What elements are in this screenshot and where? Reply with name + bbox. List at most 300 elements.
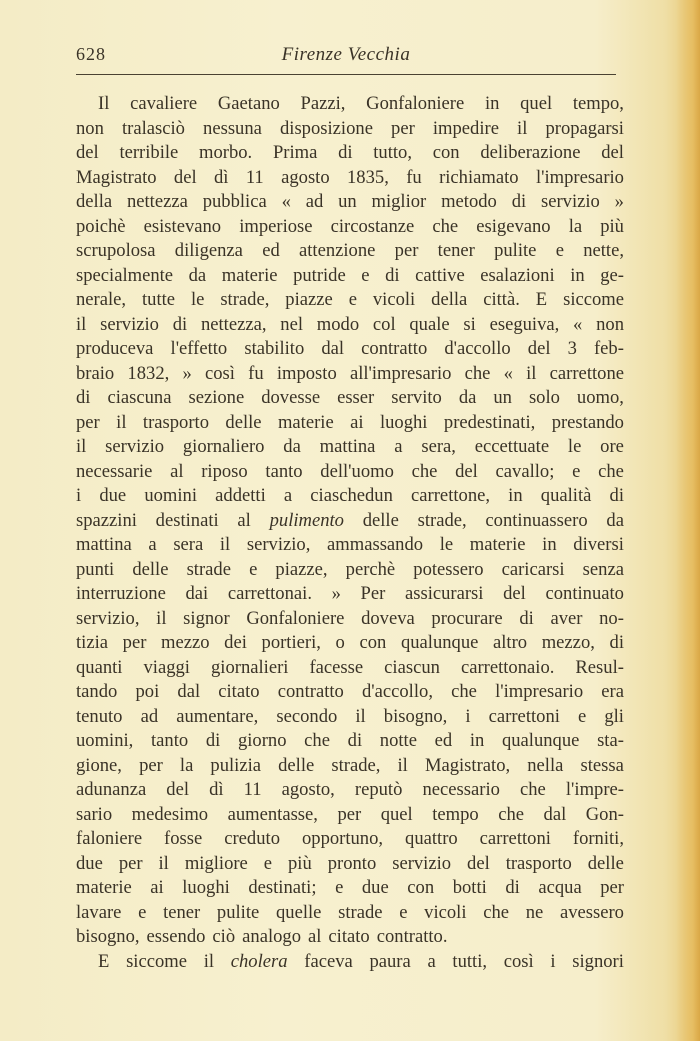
word: deliberazione [480,142,581,163]
word: che [411,460,438,482]
word: due [76,852,103,874]
word: facesse [309,656,364,678]
word: poichè [76,215,126,237]
word: predestinati, [443,411,536,433]
word: dal [543,803,567,825]
word: esser [337,387,375,408]
word: in [484,93,500,114]
word: città. [483,289,520,310]
text-line [76,362,624,387]
word: essendo [146,926,206,947]
word: il [517,117,528,139]
word: il [397,754,408,776]
word: secondo [276,705,338,727]
word: esalazioni [480,264,555,286]
word: vicoli [372,289,416,310]
text-line [76,264,624,289]
word: Pazzi, [300,93,346,114]
word: pulite [216,901,260,923]
text-line [76,680,624,705]
word: richiamato [439,166,519,188]
text-line [76,803,624,828]
word: assicurarsi [404,583,484,604]
word: trasporto [505,852,572,874]
text-line [76,239,624,264]
word: tando [76,681,118,702]
word: miglior [371,191,427,212]
word: uomini [144,485,197,506]
word: che [432,215,459,237]
text-line [76,190,624,215]
text-line [76,876,624,901]
word: di [347,730,363,751]
word: delle [225,411,262,433]
word: di [205,730,221,751]
word: E [98,950,110,972]
word: ammassando [327,534,424,555]
word: il [203,950,215,972]
word: tener [437,240,475,261]
word: prestando [551,411,624,433]
word: e [572,460,581,482]
word: 11 [245,166,264,188]
word: avessero [559,901,624,923]
word: aumentasse, [227,803,318,825]
word: ed [262,240,280,261]
word: siccome [126,950,187,972]
text-line [76,901,624,926]
word: le [439,534,454,555]
word: forniti, [572,828,624,849]
word: strade, [331,754,381,776]
word: giornaliero [182,436,265,457]
word: in [469,730,485,751]
word: bisogno, [76,926,140,947]
word: uomo, [576,387,624,408]
word: piazze [285,289,333,310]
text-line [76,705,624,730]
word: che [464,362,491,384]
word: era [601,681,624,702]
word: quanti [76,656,123,678]
word: così [503,950,534,972]
word: dì [209,779,224,800]
word: imposto [276,362,337,384]
text-line [76,411,624,436]
word: non [596,313,624,335]
word: procurare [431,607,503,629]
word: tizia [76,632,109,653]
word: tutto, [373,142,413,163]
word: punti [76,558,115,580]
word: dei [224,632,247,653]
word: servizio [540,191,600,212]
word: e [348,289,357,310]
word: cattive [415,264,465,286]
word: putride [293,264,346,286]
word: produceva [76,338,154,359]
word: nette, [583,240,624,261]
word: stabilito [244,338,305,359]
word: acqua [538,877,582,898]
word: poi [135,681,160,702]
text-line [76,558,624,583]
word: tanto [151,730,189,751]
word: per [600,877,624,898]
word: ad [140,705,159,727]
word: che [451,681,477,702]
word: dal [177,681,201,702]
word: o [335,632,345,653]
word: ciaschedun [310,485,393,506]
word: le [567,436,582,457]
word: E [535,289,548,310]
word: nel [280,313,303,335]
word: strade [186,558,231,580]
word: di [609,632,624,653]
word: un [338,191,357,212]
word: tanto [265,460,303,482]
word: materie [76,877,132,898]
word: due [361,877,389,898]
word: delle [132,558,169,580]
word: servizio [100,313,159,335]
word: pronto [327,852,377,874]
word: migliore [184,852,248,874]
word: e [335,877,344,898]
word: per [122,632,147,653]
word: ciò [212,926,236,947]
text-line [76,337,624,362]
word: cavallo; [495,460,555,482]
word: non [76,117,104,139]
word: signor [183,607,230,629]
word: tener [163,901,201,923]
word: carrettoni [479,828,551,849]
word: dell'uomo [320,460,394,482]
word: bisogno, [383,705,448,727]
word: diversi [573,534,624,555]
word: carrettonai. [227,583,312,604]
word: che [483,901,509,923]
word: si [463,313,476,335]
word: che [304,730,330,751]
word: sezione [188,387,245,408]
word: da [283,436,301,457]
word: potessero [413,558,484,580]
text-line [76,852,624,877]
word: quelle [275,901,322,923]
word: il [526,362,537,384]
word: Gonfaloniere [366,93,465,114]
word: tenuto [76,705,123,727]
word: riposo [201,460,248,482]
word: contratto [361,338,428,359]
word: adunanza [76,779,147,800]
word: caricarsi [501,558,565,580]
word: qualità [540,485,592,506]
word: del [76,142,99,163]
word: un [493,387,512,408]
word: col [372,313,396,335]
text-line [76,435,624,460]
word: da [188,264,207,286]
word: strade [338,901,383,923]
word: strade, [417,509,467,531]
word: di [76,387,91,408]
word: metodo [441,191,497,212]
text-line [76,386,624,411]
running-header [76,44,616,75]
word: 3 [567,338,577,359]
word: » [614,191,624,212]
running-title: Firenze Vecchia [281,44,411,65]
word: materie [277,411,334,433]
text-line [76,92,624,117]
word: delle [587,852,624,874]
word: agosto, [281,779,335,800]
word: cavaliere [130,93,198,114]
word: vicoli [424,901,467,923]
word: che [598,460,624,482]
word: nella [527,754,564,776]
word: mezzo [161,632,210,653]
word: delle [362,509,399,531]
word: piazze, [275,558,328,580]
word: i [465,705,471,727]
word: sera, [421,436,456,457]
word: in [570,264,585,286]
word: del [467,852,490,874]
word: con [407,877,435,898]
word: qualunque [400,632,479,653]
text-line [76,215,624,240]
word: Magistrato, [424,754,511,776]
word: braio [76,362,115,384]
word: l'impre- [565,779,624,800]
word: i [550,950,556,972]
word: faloniere [76,828,143,849]
word: materie [221,264,278,286]
word: l'impresario [495,681,584,702]
word: feb- [593,338,624,359]
word: di [385,264,400,286]
word: senza [582,558,624,580]
word: dì [214,166,229,188]
word: contratto. [376,926,448,947]
word: servito [391,387,442,408]
word: interruzione [76,583,166,604]
word: con [359,632,387,653]
word: medesimo [131,803,209,825]
word: per [76,411,100,433]
word: del [166,779,189,800]
word: in [542,534,557,555]
word: ore [600,436,624,457]
word: specialmente [76,264,174,286]
word: notte [379,730,417,751]
word: di [519,607,534,629]
word: fosse [164,828,203,849]
word: dai [185,583,209,604]
word: Magistrato [76,166,157,188]
word: della [76,191,113,212]
word: stessa [580,754,624,776]
word: e [555,240,564,261]
word: Resul- [575,656,624,678]
word: » [182,362,192,384]
word: spazzini [76,509,137,531]
word: per [391,117,415,139]
word: del [527,338,551,359]
word: di [505,877,520,898]
page-number: 628 [76,44,106,64]
word: i [76,485,82,506]
word: giorno [237,730,287,751]
word: perchè [345,558,396,580]
text-line [76,754,624,779]
word: carrettoni [488,705,560,727]
word: luoghi [379,411,428,433]
text-line [76,166,624,191]
word: della [431,289,468,310]
text-line [76,460,624,485]
word: più [287,852,312,874]
text-line [76,925,624,950]
word: citato [218,681,260,702]
word: e [263,852,273,874]
word: che [520,779,546,800]
word: destinati [155,509,219,531]
word: ge- [600,264,624,286]
word: da [606,509,624,531]
word: continuassero [485,509,588,531]
word: il [219,534,231,555]
word: ed [434,730,453,751]
word: quel [520,93,553,114]
word: mezzo, [541,632,595,653]
word: servizio [392,852,452,874]
text-line [76,288,624,313]
text-line [76,950,624,975]
word: in [508,485,523,506]
word: giornalieri [211,656,289,678]
word: due [99,485,127,506]
word: al [170,460,184,482]
text-line [76,582,624,607]
word: di [609,485,624,506]
word: pubblica [202,191,267,212]
word: d'accollo, [361,681,433,702]
word: imperiose [239,215,313,237]
word: del [455,460,478,482]
word: al [308,926,322,947]
word: per [394,240,419,261]
word: nerale, [76,289,127,310]
word: 11 [243,779,262,800]
word: addetti [215,485,266,506]
word: pulizia [210,754,262,776]
word: uomini, [76,730,134,751]
word: attenzione [299,240,376,261]
italic-word: cholera [230,950,288,972]
word: aumentare, [176,705,259,727]
word: gione, [76,754,122,776]
word: la [568,215,583,237]
word: Prima [272,142,318,163]
word: l'impresario [535,166,624,188]
text-line [76,631,624,656]
text-line [76,778,624,803]
word: reputò [354,779,403,800]
word: quel [380,803,413,825]
word: del [503,583,526,604]
word: di [338,142,353,163]
word: d'accollo [444,338,511,359]
word: sera [173,534,204,555]
word: mattina [76,534,132,555]
word: luoghi [182,877,230,898]
word: il [158,852,169,874]
word: qualunque [501,730,580,751]
word: dal [321,338,345,359]
text-line [76,533,624,558]
word: ciascun [384,656,440,678]
word: il [116,411,127,433]
word: Gonfaloniere [246,607,345,629]
word: « [573,313,583,335]
word: 1832, [127,362,170,384]
word: ai [150,877,164,898]
word: necessarie [76,460,153,482]
word: Gaetano [217,93,280,114]
word: nessuna [203,117,262,139]
word: Per [360,583,386,604]
word: nettezza, [200,313,267,335]
word: circostanze [330,215,415,237]
word: no- [599,607,624,629]
text-line [76,827,624,852]
word: propagarsi [545,117,624,139]
word: « [503,362,513,384]
word: carrettone [549,362,624,384]
word: carrettone, [411,485,491,506]
word: del [601,142,624,163]
word: per [337,803,362,825]
word: e [361,264,370,286]
text-line [76,117,624,142]
word: eccettuate [474,436,550,457]
word: materie [469,534,526,555]
word: quale [409,313,450,335]
word: tempo, [572,93,624,114]
word: ad [305,191,324,212]
word: più [600,215,624,237]
text-line [76,141,624,166]
word: impedire [432,117,499,139]
word: per [118,852,143,874]
word: portieri, [261,632,321,653]
word: solo [528,387,560,408]
word: tralasciò [121,117,185,139]
word: fu [248,362,264,384]
word: opportuno, [301,828,384,849]
word: » [331,583,341,604]
word: al [237,509,251,531]
word: strade, [220,289,270,310]
text-line [76,484,624,509]
text-line [76,313,624,338]
